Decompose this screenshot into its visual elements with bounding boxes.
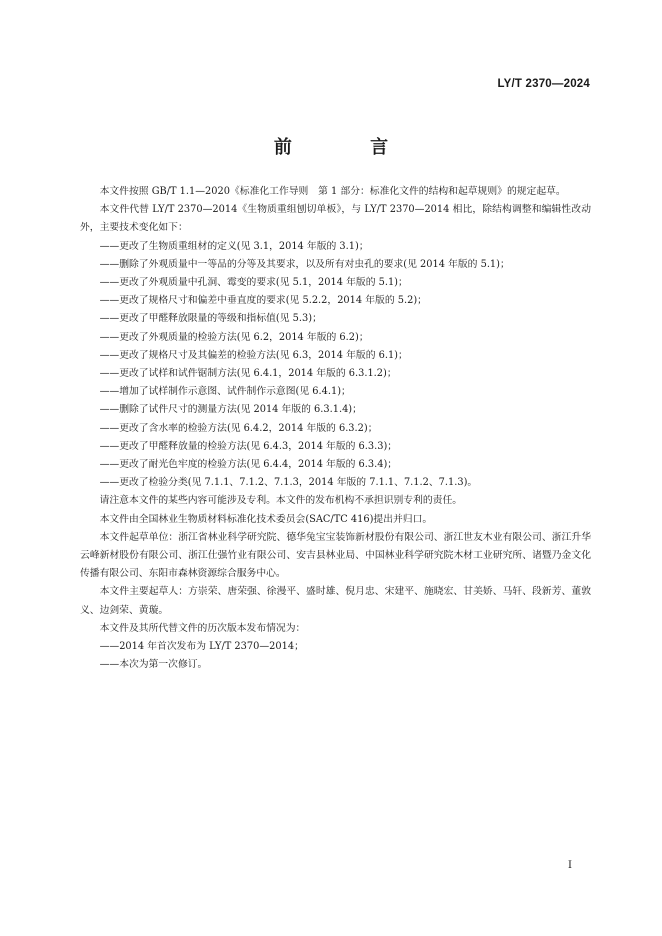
paragraph-history-intro: 本文件及其所代替文件的历次版本发布情况为：: [99, 622, 306, 634]
paragraph-drafting-units: 本文件起草单位：浙江省林业科学研究院、德华兔宝宝装饰新材股份有限公司、浙江世友木业有限公司、浙江升华云峰新材股份有限公司、浙江仕强竹业有限公司、安吉县林业局、中国林业科学研究院木材工业研究所、诸暨乃金文化传播有限公司、东阳市森林资源综合服务中心。: [80, 531, 591, 580]
list-item: ——更改了试样和试件锯制方法(见 6.4.1，2014 年版的 6.3.1.2)；: [99, 368, 397, 380]
list-item: ——2014 年首次发布为 LY/T 2370—2014；: [99, 641, 304, 653]
paragraph-drafting-rules: 本文件按照 GB/T 1.1—2020《标准化工作导则 第 1 部分：标准化文件的结构和起草规则》的规定起草。: [99, 186, 566, 197]
changes-list: [80, 238, 591, 493]
list-item: ——本次为第一次修订。: [99, 659, 208, 671]
list-item: ——更改了外观质量中孔洞、霉变的要求(见 5.1，2014 年版的 5.1)；: [99, 277, 408, 289]
list-item: ——更改了甲醛释放限量的等级和指标值(见 5.3)；: [99, 313, 322, 325]
page-title: 前 言: [273, 137, 425, 158]
list-item: ——更改了含水率的检验方法(见 6.4.2，2014 年版的 6.3.2)；: [99, 422, 378, 434]
history-list: [80, 638, 591, 674]
paragraph-committee: 本文件由全国林业生物质材料标准化技术委员会(SAC/TC 416)提出并归口。: [99, 513, 433, 525]
list-item: ——删除了试件尺寸的测量方法(见 2014 年版的 6.3.1.4)；: [99, 404, 362, 416]
list-item: ——更改了生物质重组材的定义(见 3.1，2014 年版的 3.1)；: [99, 240, 369, 252]
document-code: LY/T 2370—2024: [497, 78, 590, 90]
foreword-body: [80, 183, 591, 674]
list-item: ——更改了外观质量的检验方法(见 6.2，2014 年版的 6.2)；: [99, 331, 369, 343]
list-item: ——更改了甲醛释放量的检验方法(见 6.4.3，2014 年版的 6.3.3)；: [99, 440, 398, 452]
paragraph-patent-notice: 请注意本文件的某些内容可能涉及专利。本文件的发布机构不承担识别专利的责任。: [99, 495, 463, 507]
list-item: ——增加了试样制作示意图、试件制作示意图(见 6.4.1)；: [99, 386, 351, 398]
page-number: I: [568, 860, 572, 871]
list-item: ——删除了外观质量中一等品的分等及其要求，以及所有对虫孔的要求(见 2014 年版的 5.1)；: [99, 258, 510, 270]
paragraph-replacement: 本文件代替 LY/T 2370—2014《生物质重组刨切单板》，与 LY/T 2370—2014 相比，除结构调整和编辑性改动外，主要技术变化如下：: [80, 204, 591, 234]
list-item: ——更改了规格尺寸和偏差中垂直度的要求(见 5.2.2，2014 年版的 5.2)；: [99, 295, 427, 307]
list-item: ——更改了规格尺寸及其偏差的检验方法(见 6.3，2014 年版的 6.1)；: [99, 349, 408, 361]
list-item: ——更改了检验分类(见 7.1.1、7.1.2、7.1.3，2014 年版的 7.1.1、7.1.2、7.1.3)。: [99, 477, 478, 489]
list-item: ——更改了耐光色牢度的检验方法(见 6.4.4，2014 年版的 6.3.4)；: [99, 459, 398, 471]
paragraph-drafters: 本文件主要起草人：方崇荣、唐荣强、徐漫平、盛时雄、倪月忠、宋建平、施晓宏、甘美娇、马轩、段新芳、董敦义、边剑荣、黄璇。: [80, 586, 591, 616]
